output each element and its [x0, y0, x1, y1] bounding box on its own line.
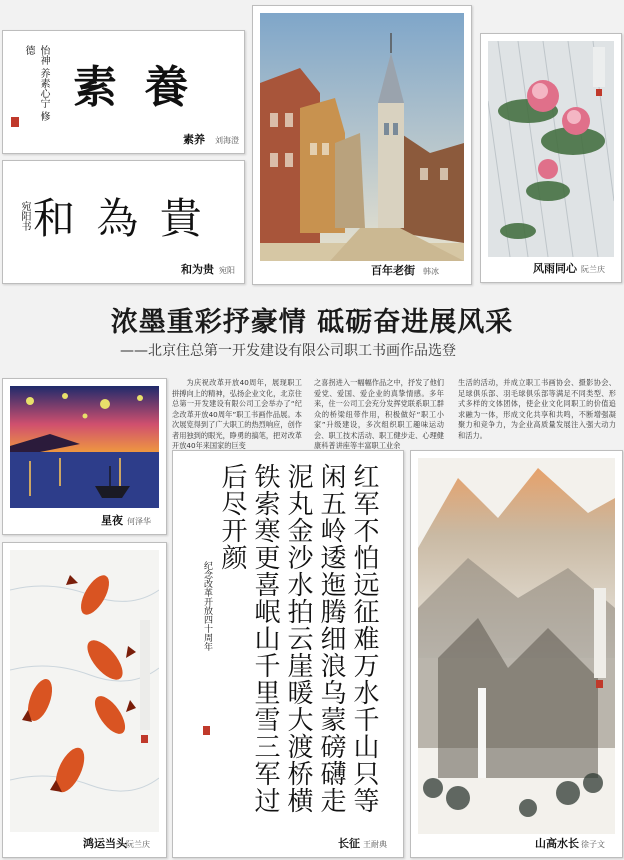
- artwork-fengyu-tongxin: [480, 33, 622, 283]
- artwork-author: 徐子文: [581, 840, 605, 849]
- mountain-landscape-painting: [418, 458, 615, 834]
- artwork-author: 王耐典: [363, 840, 387, 849]
- article-column-1: 为庆祝改革开放40周年，展现职工拼搏向上的精神，弘扬企业文化，北京住总第一开发建设有限公司工会举办了“纪念改革开放40周年”职工书画作品展。本次展览得到了广大职工的热烈响应，创作者用独到的眼光，睁勇的搞笔，把对改革开放40年来国家的巨变: [172, 378, 302, 450]
- peony-painting: [488, 41, 614, 257]
- artwork-author: 何泽华: [127, 517, 151, 526]
- artwork-title: 山高水长: [535, 837, 579, 850]
- artwork-title: 星夜: [101, 514, 123, 527]
- artwork-bainian-laojie: [252, 5, 472, 285]
- artwork-xingye: [2, 378, 167, 535]
- article-column-2: 之喜拐进入一幅幅作品之中，抒发了他们爱党、爱国、爱企业的真挚情感。多年来，住一公司工会充分发挥党联系职工群众的桥梁纽带作用，积极做好“职工小家”升级建设，多次组织职工趣味运动会、职工技术活动、职工健步走、心理健康科普讲座等丰富职工业余: [314, 378, 444, 450]
- artwork-author: 阮兰庆: [126, 840, 150, 849]
- koi-fish-painting: [10, 550, 159, 832]
- artwork-title: 和为贵: [181, 263, 214, 276]
- artwork-author: 宛阳: [219, 266, 235, 275]
- artwork-shangao-shuichang: [410, 450, 623, 858]
- street-painting: [260, 13, 464, 261]
- calligraphy-inscription: 宛阳书: [19, 201, 30, 231]
- artwork-author: 韩冰: [423, 267, 439, 276]
- page-headline: 浓墨重彩抒豪情 砥砺奋进展风采: [110, 307, 514, 338]
- calligraphy-inscription: 怡神 养素心宁 修德: [23, 45, 49, 122]
- seal-stamp: [203, 726, 210, 735]
- article-column-3: 生活的活动，并成立职工书画协会、摄影协会、足球俱乐部、羽毛球俱乐部等满足不同类型、形式多样的文体团体，使企业文化同职工的价值追求融为一体，形成文化共享和共鸣，不断增强凝聚力和竞争力，为企业高质量发展注入强大动力和活力。: [458, 378, 616, 440]
- artwork-title: 鸿运当头: [83, 837, 127, 850]
- calligraphy-main-text: 和 為 貴: [33, 194, 206, 243]
- artwork-hongyun-dangtou: [2, 542, 167, 858]
- calligraphy-main-text: 素 養: [73, 62, 195, 113]
- seal-stamp: [11, 117, 19, 127]
- artwork-author: 阮兰庆: [581, 265, 605, 274]
- artwork-title: 素养: [183, 133, 205, 146]
- artwork-title: 风雨同心: [533, 262, 577, 275]
- starry-night-painting: [10, 386, 159, 508]
- calligraphy-poem: 红军不怕远征难万水千山只等闲五岭逶迤腾细浪乌蒙磅礴走泥丸金沙水拍云崖暖大渡桥横铁索寒更喜岷山千里雪三军过后尽开颜: [217, 463, 379, 814]
- artwork-title: 百年老街: [371, 264, 415, 277]
- calligraphy-inscription: 纪念改革开放四十周年: [202, 561, 212, 651]
- artwork-author: 刘海澄: [215, 136, 239, 145]
- artwork-title: 长征: [338, 837, 360, 850]
- artwork-changzheng: [172, 450, 404, 858]
- artwork-heweigui: [2, 160, 245, 284]
- artwork-suyang: [2, 30, 245, 154]
- page-subheadline: ——北京住总第一开发建设有限公司职工书画作品选登: [120, 343, 456, 359]
